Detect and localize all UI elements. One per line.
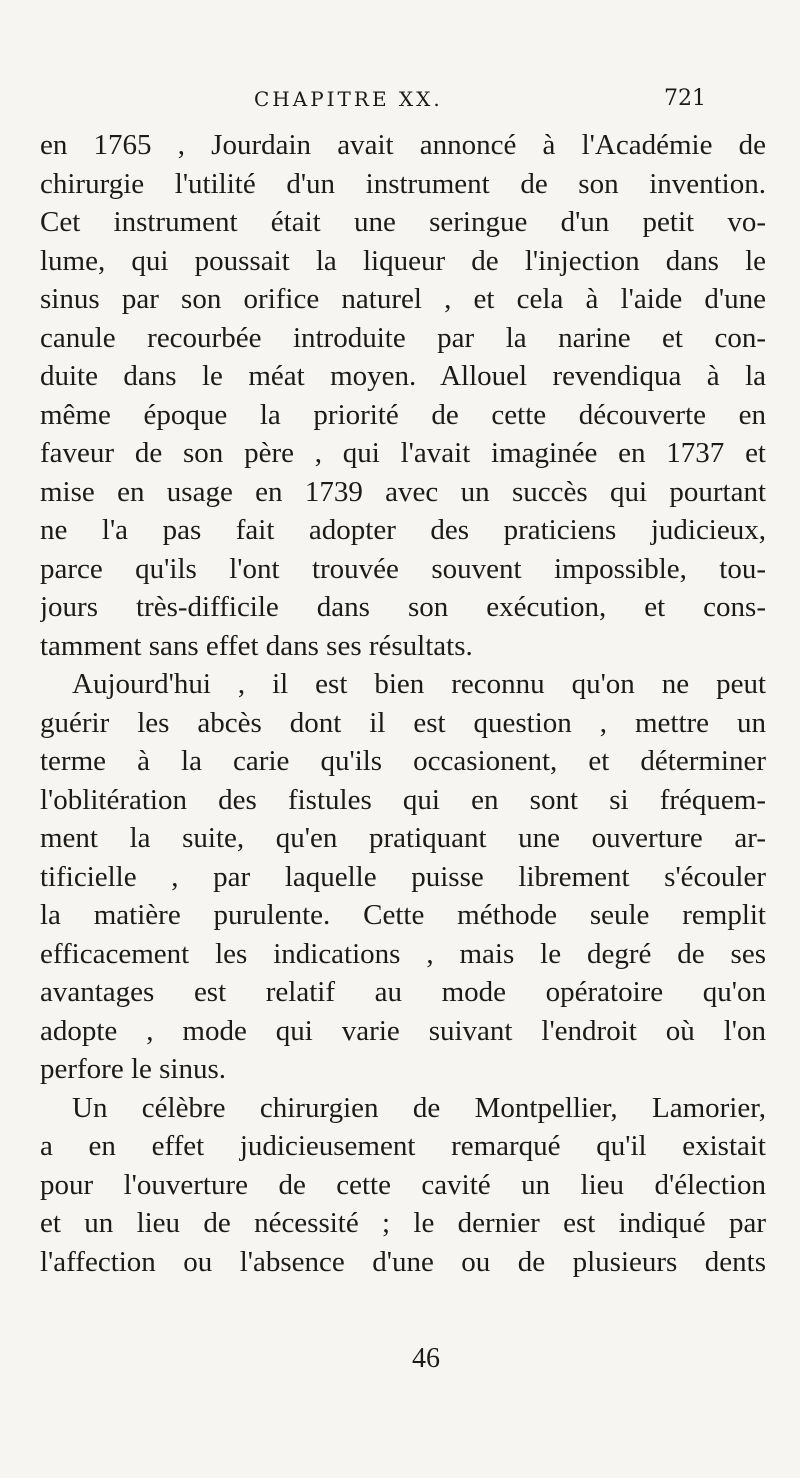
text-line: l'oblitération des fistules qui en sont si fréquem- [40, 783, 766, 816]
text-line: sinus par son orifice naturel , et cela à l'aide d'une [40, 283, 766, 315]
text-line: pour l'ouverture de cette cavité un lieu d'élection [40, 1168, 766, 1201]
chapter-heading: CHAPITRE XX. [254, 87, 443, 111]
text-line: l'affection ou l'absence d'une ou de plusieurs dents [40, 1245, 766, 1278]
signature-mark: 46 [412, 1343, 440, 1374]
text-line: canule recourbée introduite par la narine et con- [40, 321, 766, 354]
text-line: jours très-difficile dans son exécution, et cons- [40, 591, 766, 623]
text-line: parce qu'ils l'ont trouvée souvent impossible, tou- [40, 552, 766, 585]
text-line: Aujourd'hui , il est bien reconnu qu'on ne peut [72, 668, 766, 700]
page-number: 721 [664, 86, 706, 111]
text-line: tificielle , par laquelle puisse librement s'écouler [40, 860, 766, 893]
text-line: perfore le sinus. [40, 1053, 227, 1085]
text-line: mise en usage en 1739 avec un succès qui pourtant [40, 475, 766, 508]
running-head [0, 84, 800, 114]
text-line: et un lieu de nécessité ; le dernier est indiqué par [40, 1207, 766, 1239]
text-line: même époque la priorité de cette découverte en [40, 398, 766, 431]
text-line: ne l'a pas fait adopter des praticiens judicieux, [40, 514, 766, 546]
text-line: lume, qui poussait la liqueur de l'injection dans le [40, 244, 766, 277]
text-line: chirurgie l'utilité d'un instrument de son invention. [40, 167, 766, 200]
text-line: faveur de son père , qui l'avait imaginée en 1737 et [40, 437, 766, 469]
text-line: duite dans le méat moyen. Allouel revendiqua à la [40, 360, 766, 392]
text-line: guérir les abcès dont il est question , mettre un [40, 706, 766, 739]
text-line: avantages est relatif au mode opératoire qu'on [40, 976, 766, 1008]
text-line: la matière purulente. Cette méthode seule remplit [40, 899, 766, 931]
text-line: adopte , mode qui varie suivant l'endroit où l'on [40, 1014, 766, 1047]
text-line: terme à la carie qu'ils occasionent, et déterminer [40, 745, 766, 777]
text-line: Un célèbre chirurgien de Montpellier, Lamorier, [72, 1091, 766, 1124]
text-line: Cet instrument était une seringue d'un petit vo- [40, 206, 766, 238]
text-line: ment la suite, qu'en pratiquant une ouverture ar- [40, 822, 766, 854]
text-line: efficacement les indications , mais le degré de ses [40, 937, 766, 970]
text-line: en 1765 , Jourdain avait annoncé à l'Académie de [40, 129, 766, 161]
text-line: tamment sans effet dans ses résultats. [40, 629, 473, 662]
text-line: a en effet judicieusement remarqué qu'il existait [40, 1130, 766, 1162]
